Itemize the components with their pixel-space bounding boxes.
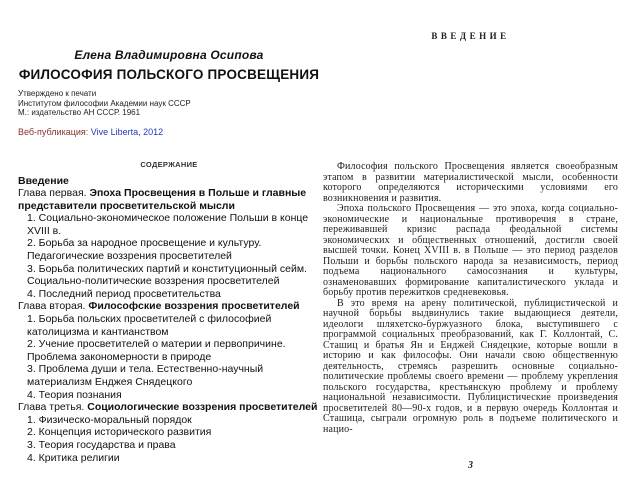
toc-chapter-prefix: Глава третья.: [18, 401, 88, 414]
imprint-line: Институтом философии Академии наук СССР: [18, 98, 191, 108]
toc-entry: 4. Теория познания: [27, 388, 122, 401]
toc-entry: 2. Концепция исторического развития: [27, 426, 212, 439]
toc-entry: 2. Борьба за народное просвещение и культуру. Педагогические воззрения просветителей: [27, 237, 262, 263]
toc-entry: 2. Учение просветителей о материи и первопричине. Проблема закономерности в природе: [27, 338, 286, 363]
toc-chapter-prefix: Глава вторая.: [18, 300, 89, 313]
toc-entry: 3. Борьба политических партий и конституционный сейм. Социально-политические воззрения просветителей: [27, 262, 307, 288]
toc-entry: Введение: [18, 174, 69, 187]
toc-entry: 4. Критика религии: [27, 451, 120, 464]
toc-entry: 1. Физическо-моральный порядок: [27, 413, 192, 426]
imprint-line: М.: издательство АН СССР. 1961: [18, 108, 141, 117]
toc-chapter-title: Социологические воззрения просветителей: [87, 401, 318, 414]
web-publication-link[interactable]: Vive Liberta, 2012: [90, 126, 164, 137]
book-info-column: [18, 48, 320, 464]
scan-page-header: ВВЕДЕНИЕ: [431, 31, 510, 41]
imprint-block: [18, 89, 320, 118]
scan-body: [323, 162, 618, 435]
toc-chapter-title: Эпоха Просвещения в Польше и главные представители просветительской мысли: [18, 187, 307, 212]
web-publication-label: Веб-публикация:: [18, 126, 89, 137]
scan-page: [323, 0, 618, 485]
toc-heading: СОДЕРЖАНИЕ: [140, 159, 198, 169]
toc-chapter-title: Философские воззрения просветителей: [88, 300, 300, 313]
imprint-line: Утверждено к печати: [18, 89, 97, 98]
toc-entry: 3. Проблема души и тела. Естественно-научный материализм Енджея Снядецкого: [27, 363, 264, 388]
toc-entry: 1. Борьба польских просветителей с философией католицизма и кантианством: [27, 313, 272, 338]
web-publication-line: [18, 127, 320, 137]
toc-entry: 3. Теория государства и права: [27, 438, 176, 451]
toc-entry: [18, 187, 320, 212]
page-number: 3: [468, 460, 473, 471]
book-author: Елена Владимировна Осипова: [74, 48, 264, 62]
toc-entry: [18, 300, 320, 313]
book-title: ФИЛОСОФИЯ ПОЛЬСКОГО ПРОСВЕЩЕНИЯ: [18, 67, 320, 82]
scan-paragraph: В это время на арену политической, публицистической и научной борьбы выдвинулись такие выдающиеся деятели, идеологи шляхетско-буржуазного блока, выступившего с программой социальных преобразований, как Г. Коллонтай, С. Сташиц и братья Ян и Енджей Снядецкие, которые вошли в историю и как философы. Они начали свою общественную деятельность, стремясь разрешить основные социально-политические проблемы своего времени — проблему укрепления польского государства, крестьянскую проблему и проблему национальной независимости. Публицистические произведения просветителей 80—90-х годов, и в первую очередь Коллонтая и Сташица, сыграли огромную роль в подъеме политического и нацио-: [323, 297, 618, 435]
toc-entry: [18, 401, 320, 414]
toc-chapter-prefix: Глава первая.: [18, 187, 90, 200]
scan-paragraph: Философия польского Просвещения является своеобразным этапом в развитии материалистической мысли, особенности которого определяются историческими условиями его возникновения и развития.: [323, 161, 618, 204]
toc-list: [18, 175, 320, 465]
scan-paragraph: Эпоха польского Просвещения — это эпоха, когда социально-экономические и национальные противоречия в стране, переживавшей кризис распада феодальной системы экономических и общественных отношений, достигли своей высшей точки. Конец XVIII в. в Польше — это период разделов Польши и борьбы польского народа за независимость, период подъема национального самосознания и культуры, ознаменовавших формирование капиталистического уклада и борьбу против пережитков средневековья.: [323, 203, 618, 298]
toc-entry: 1. Социально-экономическое положение Польши в конце XVIII в.: [27, 212, 309, 237]
toc-entry: 4. Последний период просветительства: [27, 287, 221, 300]
